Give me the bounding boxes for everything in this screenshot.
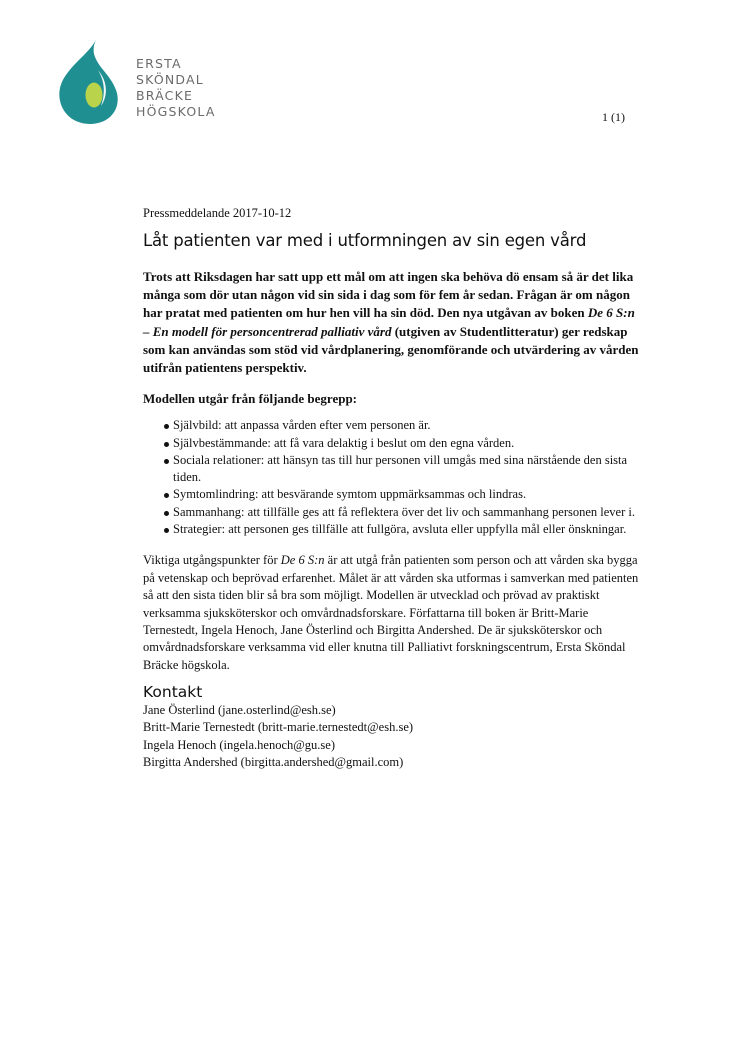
- headline: Låt patienten var med i utformningen av sin egen vård: [143, 231, 587, 250]
- logo-line: BRÄCKE: [136, 88, 194, 103]
- contact-item: Britt-Marie Ternestedt (britt-marie.ternestedt@esh.se): [143, 720, 414, 735]
- body-paragraph: [143, 552, 643, 674]
- logo: [58, 40, 228, 128]
- contact-item: Birgitta Andershed (birgitta.andershed@gmail.com): [143, 754, 404, 769]
- list-item-text: Sammanhang: att tillfälle ges att få reflektera över det liv och sammanhang personen lever i.: [173, 504, 635, 519]
- book-title-short: De 6 S:n: [280, 553, 325, 568]
- contact-list: [143, 702, 643, 771]
- bullet-icon: [164, 424, 169, 429]
- lead-paragraph: [143, 268, 643, 377]
- list-item: [143, 417, 643, 434]
- logo-wordmark: [136, 56, 216, 120]
- contact-item: Jane Österlind (jane.osterlind@esh.se): [143, 703, 336, 718]
- logo-line: ERSTA: [136, 56, 182, 71]
- logo-line: HÖGSKOLA: [136, 104, 216, 119]
- lead-text: (utgiven av Studentlitteratur) ger redskap som kan användas som stöd vid vårdplanering, genomförande och utvärdering av vården utifrån patientens perspektiv.: [143, 323, 639, 376]
- book-title: De 6 S:n – En modell för personcentrerad palliativ vård: [143, 305, 635, 339]
- list-item: [143, 486, 643, 503]
- flame-drop-logo-icon: [58, 40, 128, 128]
- logo-line: SKÖNDAL: [136, 72, 204, 87]
- bullet-icon: [164, 511, 169, 516]
- list-item-text: Självbild: att anpassa vården efter vem personen är.: [173, 418, 431, 433]
- body-text: är att utgå från patienten som person och att vården ska bygga på vetenskap och beprövad erfarenhet. Målet är att vården ska utformas i samverkan med patienten så att den sista tiden blir så bra som möjligt. Modellen är utvecklad och prövad av praktiskt verksamma sjuksköterskor och omvårdnadsforskare. Författarna till boken är Britt-Marie Ternestedt, Ingela Henoch, Jane Österlind och Birgitta Andershed. De är sjuksköterskor och omvårdnadsforskare verksamma vid eller knutna till Palliativt forskningscentrum, Ersta Sköndal Bräcke högskola.: [143, 553, 639, 672]
- document-body: [143, 206, 643, 771]
- list-item-text: Sociala relationer: att hänsyn tas till hur personen vill umgås med sina närstående den sista tiden.: [173, 452, 628, 485]
- press-release-date: Pressmeddelande 2017-10-12: [143, 206, 292, 220]
- bullet-icon: [164, 442, 169, 447]
- bullet-icon: [164, 459, 169, 464]
- list-title: Modellen utgår från följande begrepp:: [143, 391, 358, 407]
- list-item-text: Självbestämmande: att få vara delaktig i beslut om den egna vården.: [173, 435, 515, 450]
- contact-item: Ingela Henoch (ingela.henoch@gu.se): [143, 737, 335, 752]
- bullet-icon: [164, 493, 169, 498]
- list-item: [143, 521, 643, 538]
- list-item: [143, 504, 643, 521]
- list-item-text: Symtomlindring: att besvärande symtom uppmärksammas och lindras.: [173, 487, 527, 502]
- lead-text: Trots att Riksdagen har satt upp ett mål om att ingen ska behöva dö ensam så är det lika många som dör utan någon vid sin sida i dag som för fem år sedan. Frågan är om någon har pratat med patienten om hur hen vill ha sin död. Den nya utgåvan av boken: [143, 269, 634, 321]
- page-number: 1 (1): [602, 110, 625, 124]
- concept-list: [143, 417, 643, 538]
- list-item: [143, 452, 643, 487]
- body-text: Viktiga utgångspunkter för: [143, 553, 281, 568]
- contact-heading: Kontakt: [143, 683, 203, 702]
- list-item-text: Strategier: att personen ges tillfälle att fullgöra, avsluta eller uppfylla mål eller önskningar.: [173, 522, 627, 536]
- bullet-icon: [164, 528, 169, 533]
- list-item: [143, 435, 643, 452]
